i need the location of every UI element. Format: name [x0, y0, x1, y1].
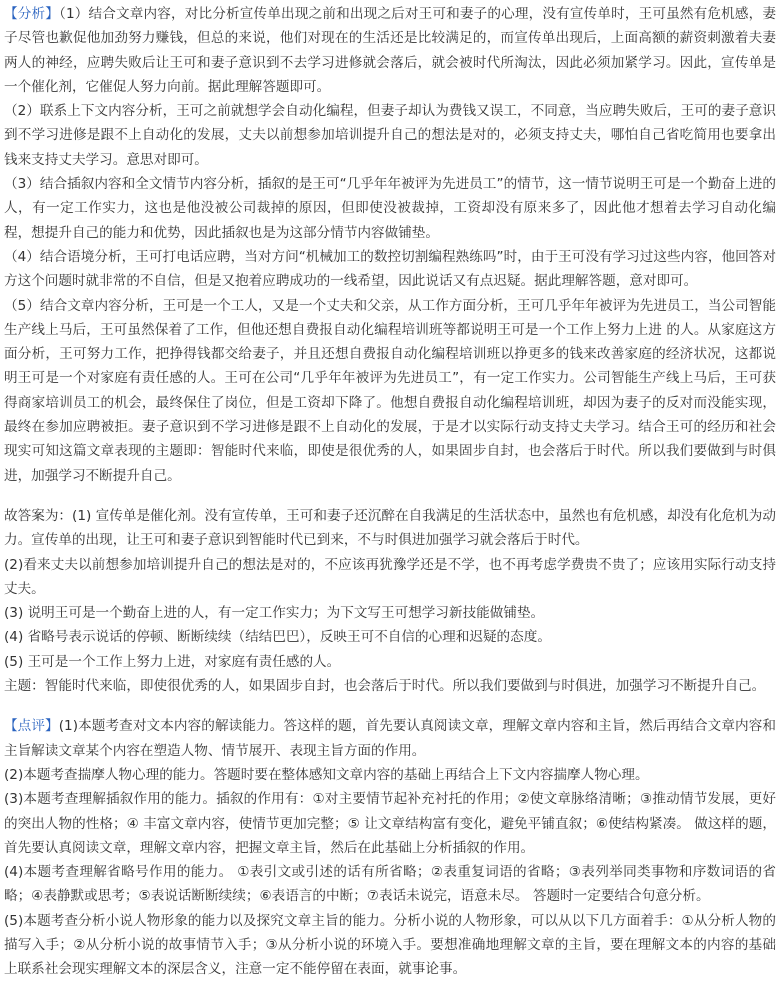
analysis-tag: 【分析】 [4, 6, 60, 22]
comment-paragraph-4: (4)本题考查理解省略号作用的能力。 ①表引文或引述的话有所省略；②表重复词语的省略；③表列举同类事物和序数词语的省略；④表静默或思考；⑤表说话断断续续；⑥表语言的中断；⑦表话未说完，语意未尽。 答题时一定要结合句意分析。 [4, 864, 776, 905]
analysis-paragraph-text: （1）结合文章内容，对比分析宣传单出现之前和出现之后对王可和妻子的心理，没有宣传单时，王可虽然有危机感，妻子尽管也歉促他加劲努力赚钱，但总的来说，他们对现在的生活还是比较满足的，而宣传单出现后，上面高额的薪资刺激着夫妻两人的神经，应聘失败后让王可和妻子意识到不去学习进修就会落后，就会被时代所淘汰，因此必须加紧学习。因此，宣传单是一个催化剂，它催促人努力向前。据此理解答题即可。 [4, 6, 776, 95]
comment-paragraph-1 [4, 714, 776, 763]
answer-paragraph-3: (3) 说明王可是一个勤奋上进的人，有一定工作实力；为下文写王可想学习新技能做铺垫。 [4, 605, 545, 622]
comment-paragraph-text: (1)本题考查对文本内容的解读能力。答这样的题，首先要认真阅读文章，理解文章内容和主旨，然后再结合文章内容和主旨解读文章某个内容在塑造人物、情节展开、表现主旨方面的作用。 [4, 718, 776, 759]
answer-paragraph-2: (2)看来丈夫以前想参加培训提升自己的想法是对的，不应该再犹豫学还是不学，也不再考虑学费贵不贵了；应该用实际行动支持丈夫。 [4, 556, 776, 597]
answer-paragraph-4: (4) 省略号表示说话的停顿、断断续续（结结巴巴），反映王可不自信的心理和迟疑的态度。 [4, 629, 551, 646]
comment-paragraph-3: (3)本题考查理解插叙作用的能力。插叙的作用有：①对主要情节起补充衬托的作用；②使文章脉络清晰；③推动情节发展，更好的突出人物的性格；④ 丰富文章内容，使情节更加完整；⑤ 让文章结构富有变化，避免平铺直叙；⑥使结构紧凑。 做这样的题，首先要认真阅读文章，理解文章内容，把握文章主旨，然后在此基础上分析插叙的作用。 [4, 791, 776, 856]
analysis-paragraph-3: （3）结合插叙内容和全文情节内容分析，插叙的是王可“几乎年年被评为先进员工”的情节，这一情节说明王可是一个勤奋上进的人，有一定工作实力，这也是他没被公司裁掉的原因，但即使没被裁掉，工资却没有原来多了，因此他才想着去学习自动化编程，想提升自己的能力和优势，因此插叙也是为这部分情节内容做铺垫。 [4, 176, 776, 241]
comment-tag: 【点评】 [4, 718, 59, 735]
comment-paragraph-5: (5)本题考查分析小说人物形象的能力以及探究文章主旨的能力。分析小说的人物形象，可以从以下几方面着手：①从分析人物的描写入手；②从分析小说的故事情节入手；③从分析小说的环境入手。要想准确地理解文章的主旨，要在理解文本的内容的基础上联系社会现实理解文本的深层含义，注意一定不能停留在表面，就事论事。 [4, 912, 776, 978]
comment-paragraph-2: (2)本题考查揣摩人物心理的能力。答题时要在整体感知文章内容的基础上再结合上下文内容揣摩人物心理。 [4, 766, 649, 783]
analysis-section [4, 0, 776, 488]
analysis-paragraph-1 [4, 2, 776, 99]
answer-paragraph-1: 故答案为：(1) 宣传单是催化剂。没有宣传单，王可和妻子还沉醉在自我满足的生活状态中，虽然也有危机感，却没有化危机为动力。宣传单的出现，让王可和妻子意识到智能时代已到来，不与时俱进加强学习就会落后于时代。 [4, 507, 776, 549]
answer-section [4, 504, 776, 698]
analysis-paragraph-2: （2）联系上下文内容分析，王可之前就想学会自动化编程，但妻子却认为费钱又误工，不同意，当应聘失败后，王可的妻子意识到不学习进修是跟不上自动化的发展，丈夫以前想参加培训提升自己的想法是对的，必须支持丈夫，哪怕自己省吃简用也要拿出钱来支持丈夫学习。意思对即可。 [4, 103, 776, 168]
answer-theme: 主题：智能时代来临，即使很优秀的人，如果固步自封，也会落后于时代。所以我们要做到与时俱进，加强学习不断提升自己。 [4, 678, 766, 695]
analysis-paragraph-5: （5）结合文章内容分析，王可是一个工人，又是一个丈夫和父亲，从工作方面分析，王可几乎年年被评为先进员工，当公司智能生产线上马后，王可虽然保着了工作，但他还想自费报自动化编程培训班等都说明王可是一个工作上努力上进 的人。从家庭这方面分析，王可努力工作，把挣得钱都交给妻子，并且还想自费报自动化编程培训班以挣更多的钱来改善家庭的经济状况，这都说明王可是一个对家庭有责任感的人。王可在公司“几乎年年被评为先进员工”，有一定工作实力。公司智能生产线上马后，王可获得商家培训员工的机会，最终保住了岗位，但是工资却下降了。他想自费报自动化编程培训班，却因为妻子的反对而没能实现，最终在参加应聘被拒。妻子意识到不学习进修是跟不上自动化的发展，于是才以实际行动支持丈夫学习。结合王可的经历和社会现实可知这篇文章表现的主题即：智能时代来临，即使是很优秀的人，如果固步自封，也会落后于时代。所以我们要做到与时俱进，加强学习不断提升自己。 [4, 297, 776, 484]
comment-section [4, 714, 776, 981]
answer-paragraph-5: (5) 王可是一个工作上努力上进，对家庭有责任感的人。 [4, 653, 341, 670]
analysis-paragraph-4: （4）结合语境分析，王可打电话应聘，当对方问“机械加工的数控切割编程熟练吗”时，由于王可没有学习过这些内容，他回答对方这个问题时就非常的不自信，但是又抱着应聘成功的一线希望，因此说话又有点迟疑。据此理解答题，意对即可。 [4, 248, 776, 290]
